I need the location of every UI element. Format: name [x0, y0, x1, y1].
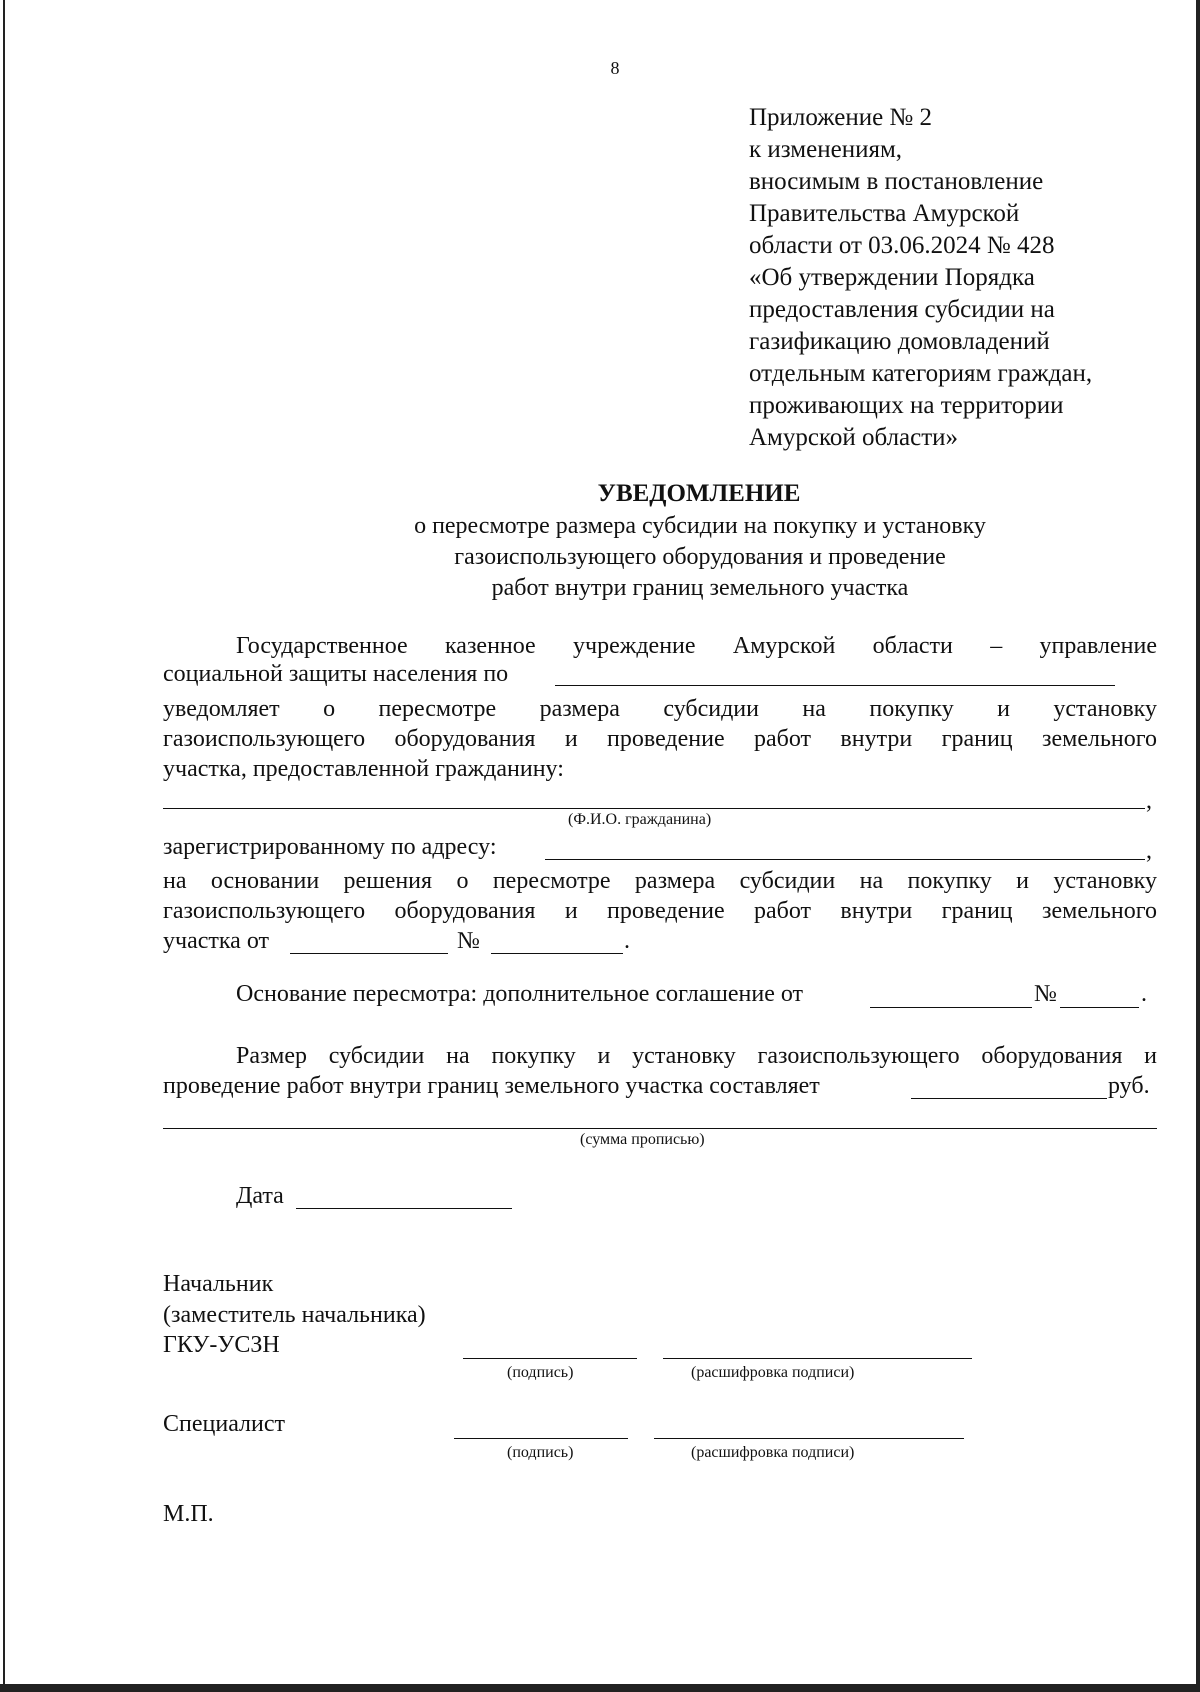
appendix-line: Правительства Амурской	[749, 200, 1020, 227]
period-mark: .	[624, 928, 630, 954]
department-name-field[interactable]	[555, 685, 1115, 686]
decoding-caption: (расшифровка подписи)	[691, 1364, 855, 1381]
sum-caption: (сумма прописью)	[580, 1131, 705, 1148]
appendix-line: Приложение № 2	[749, 104, 933, 131]
head-title-line: Начальник	[163, 1271, 274, 1297]
decision-date-field[interactable]	[290, 953, 448, 954]
decision-date-label: участка от	[163, 928, 269, 954]
subsidy-amount-field[interactable]	[911, 1098, 1107, 1099]
comma-mark: ,	[1146, 838, 1152, 864]
paragraph-1-line-2: социальной защиты населения по	[163, 661, 509, 687]
subtitle-line: работ внутри границ земельного участка	[491, 575, 909, 601]
address-label: зарегистрированному по адресу:	[163, 834, 497, 860]
appendix-line: отдельным категориям граждан,	[749, 360, 1093, 387]
agreement-number-field[interactable]	[1060, 1007, 1139, 1008]
paragraph-2-line-1: на основании решения о пересмотре размера субсидии на покупку и установку	[163, 868, 1157, 894]
subtitle-line: о пересмотре размера субсидии на покупку и установку	[414, 513, 986, 539]
comma-mark: ,	[1146, 788, 1152, 814]
period-mark: .	[1141, 981, 1147, 1007]
rub-label: руб.	[1108, 1073, 1150, 1099]
seal-mark: М.П.	[163, 1501, 214, 1527]
signature-caption: (подпись)	[507, 1444, 574, 1461]
appendix-line: «Об утверждении Порядка	[749, 264, 1035, 291]
head-signature-decoding-field[interactable]	[663, 1358, 972, 1359]
appendix-line: к изменениям,	[749, 136, 903, 163]
scan-edge-left	[3, 0, 5, 1692]
specialist-signature-decoding-field[interactable]	[654, 1438, 964, 1439]
appendix-line: Амурской области»	[749, 424, 959, 451]
size-line-1: Размер субсидии на покупку и установку газоиспользующего оборудования и	[236, 1043, 1157, 1069]
appendix-block	[749, 102, 1092, 454]
decision-number-field[interactable]	[491, 953, 623, 954]
address-field[interactable]	[545, 859, 1145, 860]
head-title-line: (заместитель начальника)	[163, 1302, 426, 1328]
head-signature-field[interactable]	[463, 1358, 637, 1359]
paragraph-1-line-1: Государственное казенное учреждение Амурской области – управление	[236, 633, 1157, 659]
agreement-number-sign: №	[1034, 981, 1057, 1007]
citizen-name-field[interactable]	[163, 808, 1145, 809]
agreement-date-field[interactable]	[870, 1007, 1032, 1008]
document-subtitle	[352, 511, 1048, 604]
size-line-2: проведение работ внутри границ земельного участка составляет	[163, 1073, 820, 1099]
specialist-signature-field[interactable]	[454, 1438, 628, 1439]
appendix-line: предоставления субсидии на	[749, 296, 1055, 323]
scan-edge-bottom	[0, 1684, 1200, 1692]
document-title: УВЕДОМЛЕНИЕ	[597, 480, 801, 507]
decision-number-sign: №	[457, 928, 480, 954]
head-title-line: ГКУ-УСЗН	[163, 1332, 280, 1358]
specialist-label: Специалист	[163, 1411, 286, 1437]
appendix-line: газификацию домовладений	[749, 328, 1050, 355]
paragraph-1-line-4: газоиспользующего оборудования и проведение работ внутри границ земельного	[163, 726, 1157, 752]
paragraph-1-line-5: участка, предоставленной гражданину:	[163, 756, 564, 782]
fio-caption: (Ф.И.О. гражданина)	[568, 811, 712, 828]
appendix-line: вносимым в постановление	[749, 168, 1044, 195]
date-field[interactable]	[296, 1208, 512, 1209]
paragraph-1-line-3: уведомляет о пересмотре размера субсидии на покупку и установку	[163, 696, 1157, 722]
signature-caption: (подпись)	[507, 1364, 574, 1381]
appendix-line: проживающих на территории	[749, 392, 1064, 419]
date-label: Дата	[236, 1183, 284, 1209]
decoding-caption: (расшифровка подписи)	[691, 1444, 855, 1461]
basis-label: Основание пересмотра: дополнительное соглашение от	[236, 981, 804, 1007]
appendix-line: области от 03.06.2024 № 428	[749, 232, 1055, 259]
subtitle-line: газоиспользующего оборудования и проведение	[454, 544, 946, 570]
page-number: 8	[610, 58, 620, 78]
amount-in-words-field[interactable]	[163, 1128, 1157, 1129]
scan-edge-right	[1196, 0, 1200, 1692]
paragraph-2-line-2: газоиспользующего оборудования и проведение работ внутри границ земельного	[163, 898, 1157, 924]
